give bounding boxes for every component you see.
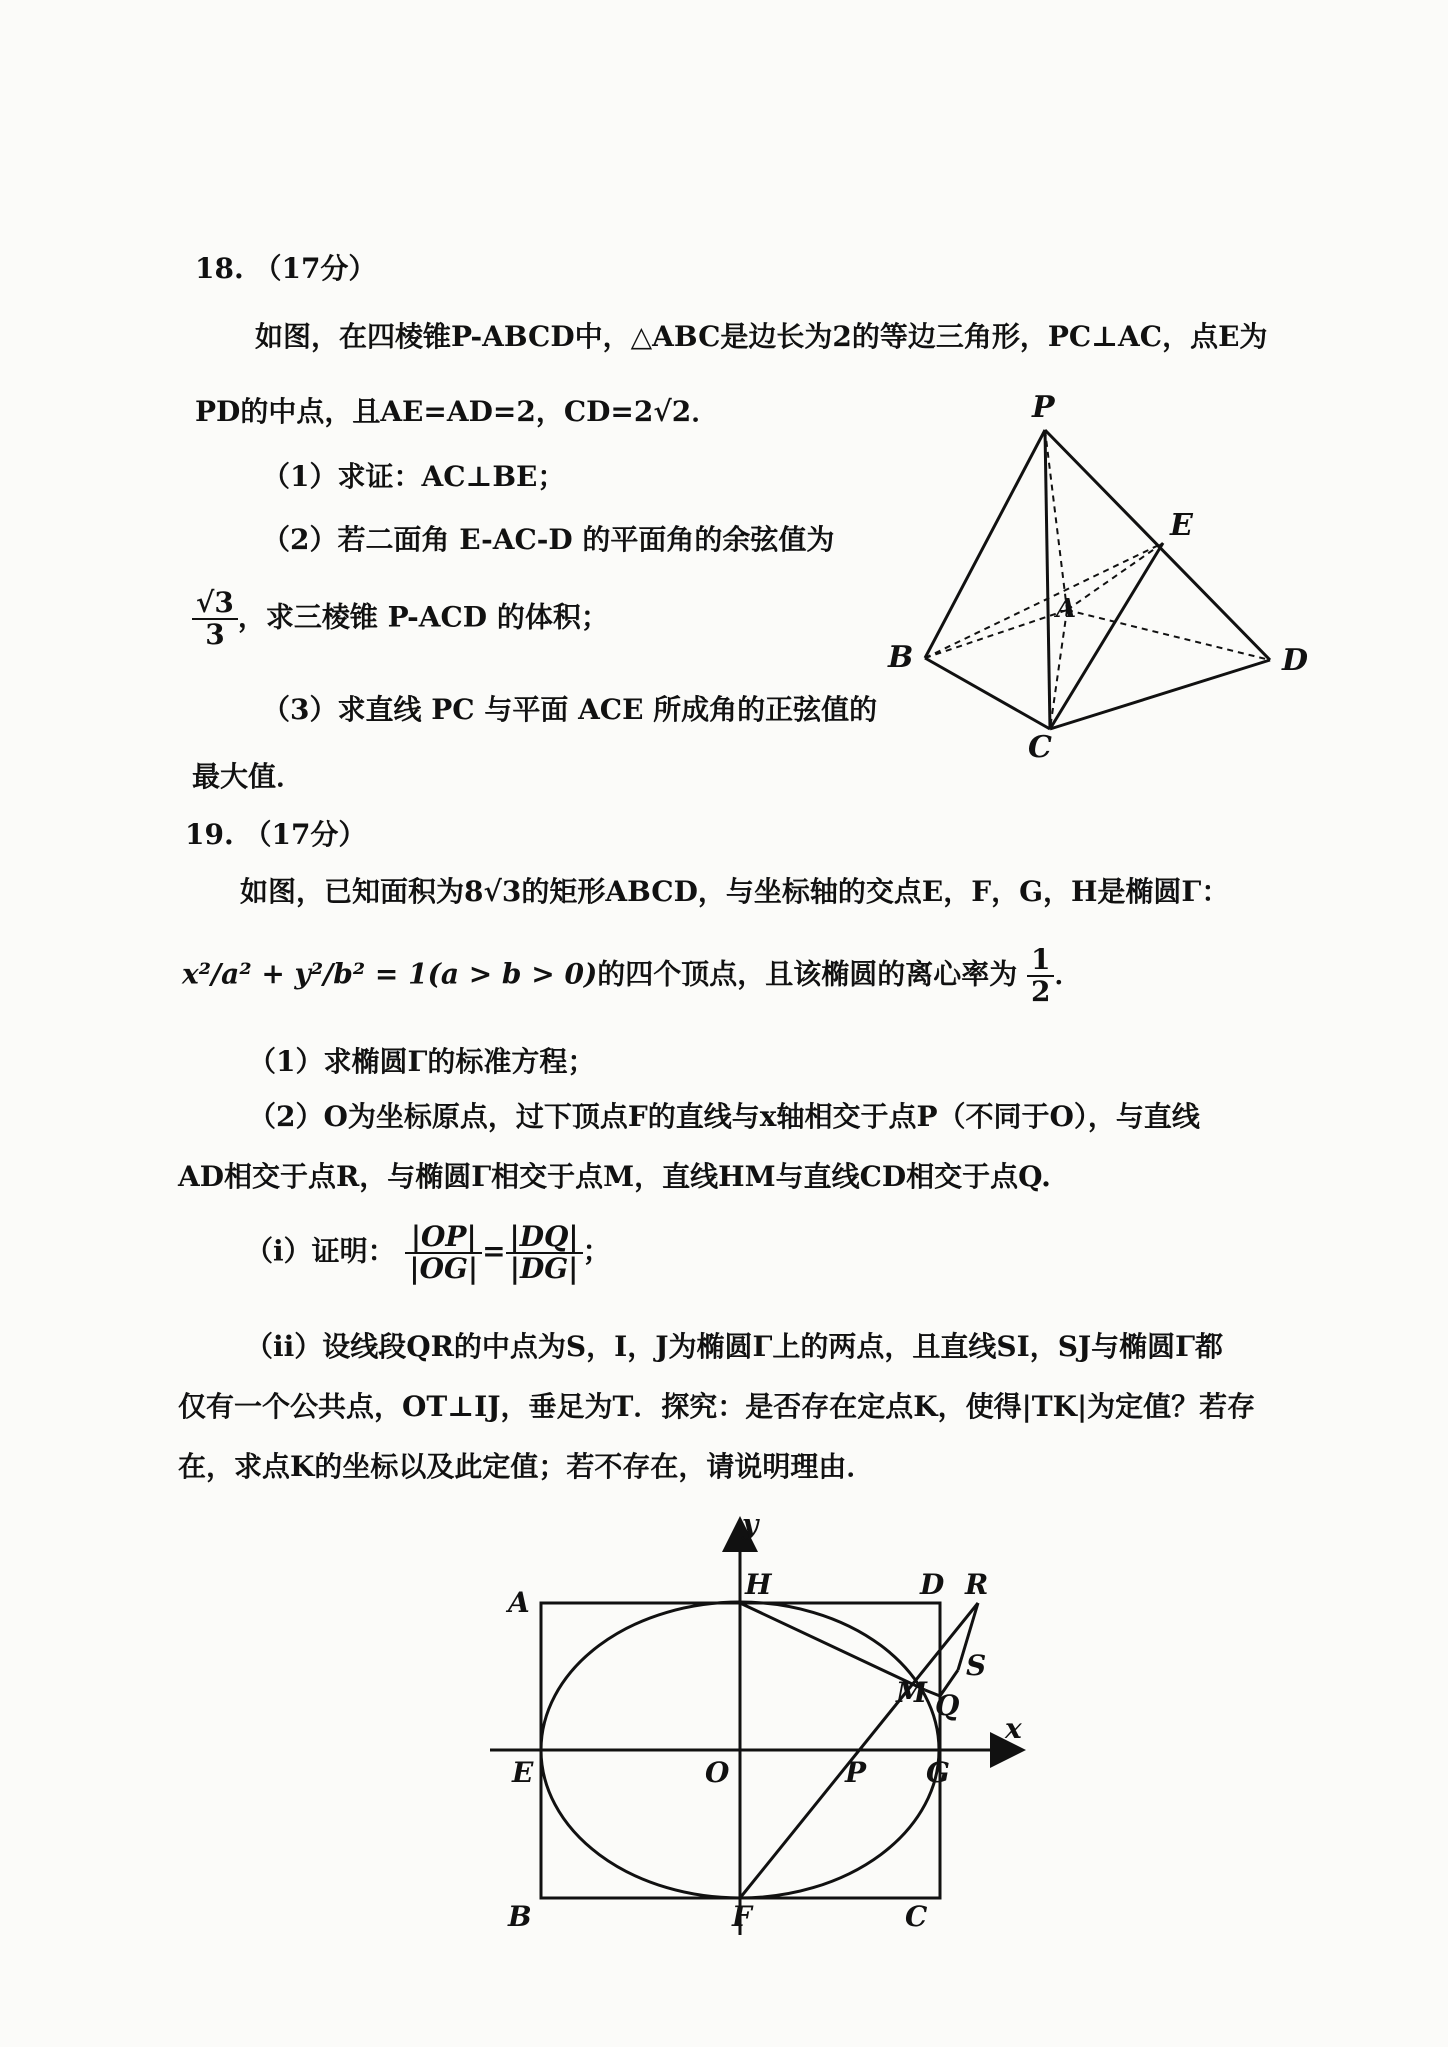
q18-part3-a: （3）求直线 PC 与平面 ACE 所成角的正弦值的 [262,693,878,726]
label-O: O [705,1756,730,1789]
edge-AC [1050,610,1067,729]
q18-intro-line1: 如图，在四棱锥P-ABCD中，△ABC是边长为2的等边三角形，PC⊥AC，点E为 [255,320,1268,353]
label-H: H [745,1568,772,1601]
q19-ellipse-figure [480,1510,1040,1940]
q19-intro-line2: x²/a² + y²/b² = 1(a > b > 0)的四个顶点，且该椭圆的离心率为 $\frac{1}{2}$ ． [182,943,1083,1008]
edge-BC [925,658,1050,729]
label-D2: D [920,1568,945,1601]
label-B: B [888,640,914,675]
q18-part3-b: 最大值． [192,760,305,793]
q19-header: 19. （17分） [185,818,367,851]
label-F: F [732,1900,752,1933]
q18-pyramid-figure [880,385,1320,765]
q19-part1: （1）求椭圆Γ的标准方程； [248,1045,596,1078]
label-x: x [1005,1712,1022,1745]
q18-part1: （1）求证：AC⊥BE； [262,460,566,493]
label-C: C [1028,730,1052,765]
label-Q: Q [935,1689,960,1722]
q19-part2-line1: （2）O为坐标原点，过下顶点F的直线与x轴相交于点P（不同于O），与直线 [248,1100,1200,1133]
label-B2: B [508,1900,532,1933]
eccentricity-fraction: $\frac{1}{2}$ [1027,945,1054,1007]
q18-header: 18. （17分） [195,252,377,285]
q19-intro-line1: 如图，已知面积为8√3的矩形ABCD，与坐标轴的交点E，F，G，H是椭圆Γ： [240,875,1230,908]
q18-part2-a: （2）若二面角 E-AC-D 的平面角的余弦值为 [262,523,835,556]
edge-PC [1045,430,1050,729]
label-R: R [965,1568,989,1601]
ratio-OP-OG: $\frac{|OP|}{|OG|}$ [405,1222,482,1284]
q19-part2-ii-line1: （ii）设线段QR的中点为S，I，J为椭圆Γ上的两点，且直线SI，SJ与椭圆Γ都 [245,1330,1224,1363]
q18-intro-line2: PD的中点，且AE=AD=2，CD=2√2． [195,395,720,428]
q18-cos-fraction: $\frac{√3}{3}$ [192,588,238,650]
label-S: S [966,1649,987,1682]
label-A2: A [508,1586,530,1619]
edge-AE [1067,543,1163,610]
label-P2: P [845,1756,867,1789]
edge-PB [925,430,1045,658]
label-E: E [1170,508,1193,543]
q19-part2-ii-line3: 在，求点K的坐标以及此定值；若不存在，请说明理由． [178,1450,875,1483]
label-C2: C [905,1900,928,1933]
q18-part2-line2: $\frac{√3}{3}$ ，求三棱锥 P-ACD 的体积； [192,588,609,650]
q19-part2-i: （i）证明： $\frac{|OP|}{|OG|}$ = $\frac{|DQ|}{|DG|}$ ； [245,1220,611,1285]
label-P: P [1032,390,1055,425]
q19-part2-line2: AD相交于点R，与椭圆Γ相交于点M，直线HM与直线CD相交于点Q. [178,1160,1051,1193]
label-G: G [926,1756,950,1789]
label-A: A [1056,594,1077,624]
label-M: M [896,1676,927,1709]
label-D: D [1282,643,1309,678]
label-y: y [742,1510,759,1541]
ellipse-equation: x²/a² + y²/b² = 1(a > b > 0) [182,957,598,991]
edge-CD [1050,660,1270,729]
ratio-DQ-DG: $\frac{|DQ|}{|DG|}$ [506,1222,583,1284]
q19-part2-ii-line2: 仅有一个公共点，OT⊥IJ，垂足为T．探究：是否存在定点K，使得|TK|为定值？若存 [178,1390,1256,1423]
label-E2: E [512,1756,534,1789]
